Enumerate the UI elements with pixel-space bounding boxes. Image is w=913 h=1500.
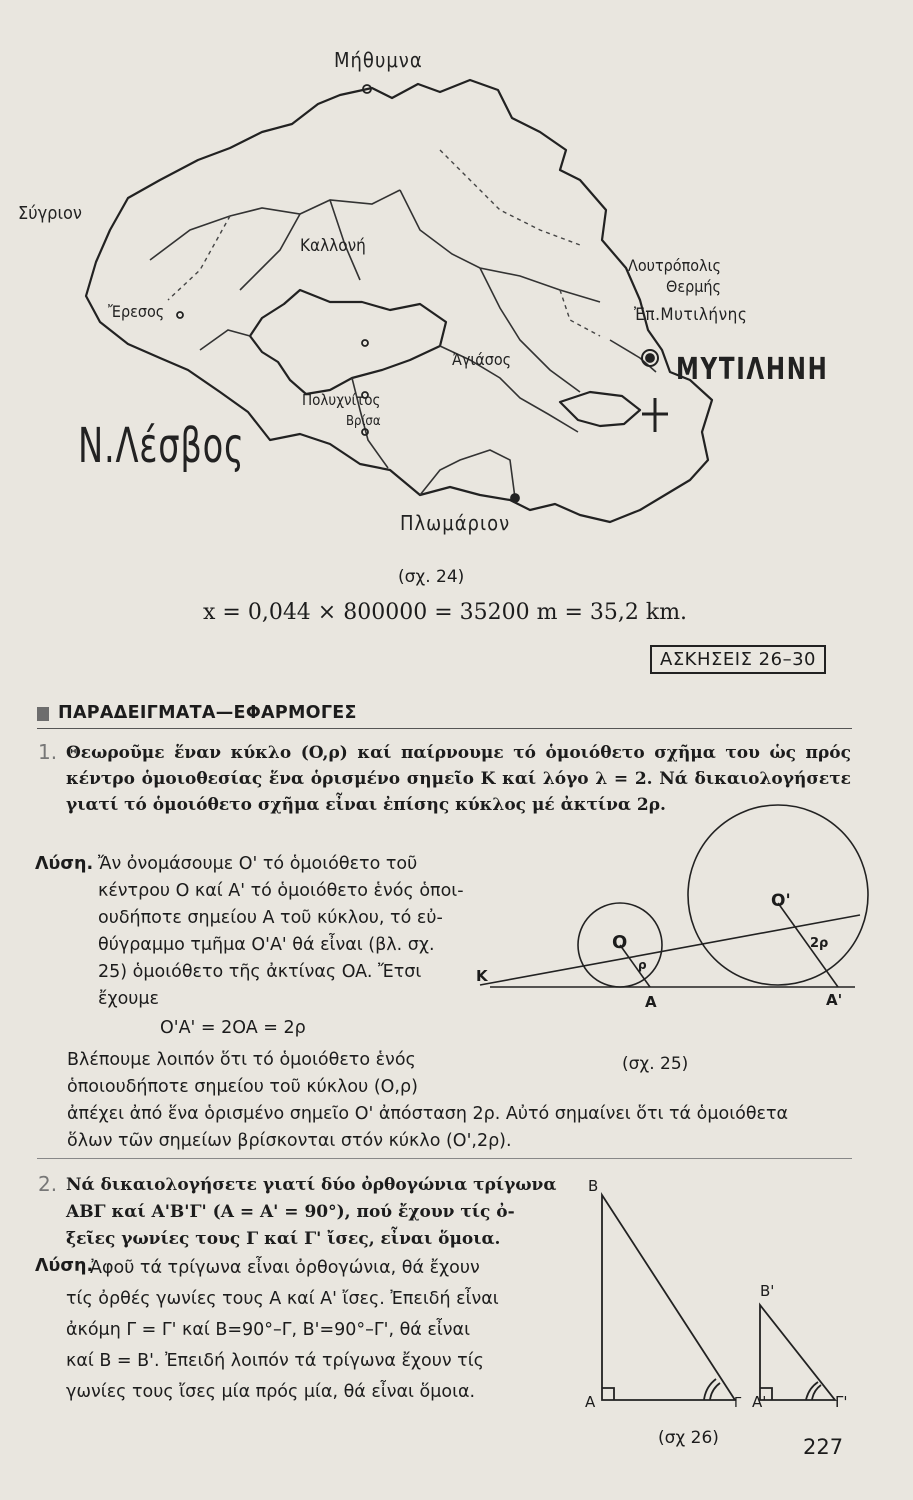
fig25-o-prime: O' — [771, 891, 791, 911]
conclusion-line-4: ὅλων τῶν σημείων βρίσκονται στόν κύκλο (O',2ρ). — [67, 1131, 512, 1151]
triangle-abg — [602, 1195, 735, 1400]
fig26-a-prime: A' — [752, 1393, 767, 1411]
map-caption: (σχ. 24) — [398, 567, 465, 587]
example1-line-4: θύγραμμο τμῆμα O'A' θά εἶναι (βλ. σχ. — [98, 935, 435, 955]
fig26-b: B — [588, 1177, 599, 1195]
example2-q-line-1: Νά δικαιολογήσετε γιατί δύο ὀρθογώνια τρίγωνα — [66, 1175, 557, 1195]
triangle-a2b2g2 — [760, 1305, 835, 1400]
heading-rule — [37, 728, 852, 729]
fig26-b-prime: B' — [760, 1282, 775, 1300]
example1-solution-label: Λύση. — [35, 854, 94, 874]
figure-26 — [580, 1180, 860, 1430]
label-mithymna: Μήθυμνα — [334, 48, 423, 72]
example2-question — [66, 1172, 556, 1253]
fig25-a: A — [645, 993, 657, 1011]
distance-formula: x = 0,044 × 800000 = 35200 m = 35,2 km. — [203, 600, 688, 625]
example2-q-line-3: ξεῖες γωνίες τους Γ καί Γ' ἴσες, εἶναι ὅμοια. — [66, 1229, 501, 1249]
label-plomarion: Πλωμάριον — [400, 511, 511, 535]
label-loutropolis: Λουτρόπολις — [628, 256, 721, 275]
example1-line-1: Ἄν ὀνομάσουμε O' τό ὁμοιόθετο τοῦ — [98, 854, 418, 874]
conclusion-line-1: Βλέπουμε λοιπόν ὅτι τό ὁμοιόθετο ἑνός — [67, 1050, 416, 1070]
example1-line-6: ἔχουμε — [98, 989, 159, 1009]
example1-line-3: ουδήποτε σημείου A τοῦ κύκλου, τό εὐ- — [98, 908, 443, 928]
label-sigri: Σύγριον — [18, 203, 82, 224]
example1-number: 1. — [38, 740, 58, 764]
example1-line-5: 25) ὁμοιόθετο τῆς ἀκτίνας OA. Ἔτσι — [98, 962, 422, 982]
label-kalloni: Καλλονή — [300, 236, 366, 256]
example2-line-3: ἀκόμη Γ = Γ' καί Β=90°–Γ, Β'=90°–Γ', θά εἶναι — [66, 1320, 471, 1340]
example2-q-line-2: ΑΒΓ καί Α'Β'Γ' (Α = Α' = 90°), πού ἔχουν τίς ὀ- — [66, 1202, 515, 1222]
example1-equation: O'A' = 2OA = 2ρ — [160, 1018, 306, 1038]
example2-number: 2. — [38, 1172, 58, 1196]
label-polichnitos: Πολυχνίτος — [302, 391, 381, 409]
angle-mark-g2 — [812, 1385, 821, 1400]
fig26-caption: (σχ 26) — [658, 1428, 719, 1448]
label-vrisa: Βρίσα — [346, 414, 381, 429]
conclusion-line-3: ἀπέχει ἀπό ἕνα ὁρισμένο σημεῖο O' ἀπόσταση 2ρ. Αὐτό σημαίνει ὅτι τά ὁμοιόθετα — [67, 1104, 789, 1124]
fig25-o: O — [612, 932, 628, 953]
fig25-caption: (σχ. 25) — [622, 1054, 689, 1074]
island-title: Ν.Λέσβος — [78, 418, 245, 474]
example2-line-1: Ἀφοῦ τά τρίγωνα εἶναι ὀρθογώνια, θά ἔχουν — [90, 1258, 480, 1278]
example1-question: Θεωροῦμε ἕναν κύκλο (O,ρ) καί παίρνουμε τό ὁμοιόθετο σχῆμα του ὡς πρός κέντρο ὁμοιοθεσίας ἕνα ὁρισμένο σημεῖο K καί λόγο λ = 2. Νά δικαιολογήσετε γιατί τό ὁμοιόθετο σχῆμα εἶναι ἐπίσης κύκλος μέ ἀκτίνα 2ρ. — [66, 743, 851, 815]
gulf-gera — [560, 392, 640, 426]
fig25-2rho: 2ρ — [810, 936, 829, 951]
label-eresos: Ἔρεσος — [108, 302, 165, 321]
right-angle-a — [602, 1388, 614, 1400]
fig26-g-prime: Γ' — [835, 1393, 848, 1411]
example1-line-2: κέντρου O καί A' τό ὁμοιόθετο ἑνός ὁποι- — [98, 881, 464, 901]
section-heading: ΠΑΡΑΔΕΙΓΜΑΤΑ—ΕΦΑΡΜΟΓΕΣ — [58, 703, 357, 723]
example2-solution-label: Λύση. — [35, 1256, 94, 1276]
radius-oa-prime — [778, 903, 838, 987]
example1-solution — [98, 851, 464, 1013]
example2-line-5: γωνίες τους ἴσες μία πρός μία, θά εἶναι ὅμοια. — [66, 1382, 476, 1402]
gulf-kalloni — [250, 290, 446, 394]
divider-2 — [37, 1158, 852, 1159]
exercises-box: ΑΣΚΗΣΕΙΣ 26–30 — [650, 645, 826, 674]
heading-bullet — [37, 707, 49, 721]
ray-k — [480, 915, 860, 985]
label-agiasos: Ἀγιάσος — [452, 350, 512, 369]
fig26-g: Γ — [734, 1396, 742, 1411]
label-thermis: Θερμής — [666, 277, 721, 296]
conclusion-line-2: ὁποιουδήποτε σημείου τοῦ κύκλου (O,ρ) — [67, 1077, 418, 1097]
fig26-a: A — [585, 1393, 596, 1411]
example2-solution — [66, 1253, 499, 1408]
fig25-rho: ρ — [638, 958, 647, 972]
fig25-a-prime: A' — [826, 991, 843, 1009]
example2-line-4: καί Β = Β'. Ἐπειδή λοιπόν τά τρίγωνα ἔχουν τίς — [66, 1351, 484, 1371]
page-number: 227 — [803, 1435, 844, 1459]
angle-mark-g — [710, 1383, 720, 1400]
example2-line-2: τίς ὀρθές γωνίες τους Α καί Α' ἴσες. Ἐπειδή εἶναι — [66, 1289, 499, 1309]
fig25-k: K — [476, 967, 488, 985]
label-ep-mytilinis: Ἐπ.Μυτιλήνης — [634, 305, 748, 325]
figure-25 — [470, 795, 870, 1025]
lesvos-map — [0, 40, 913, 560]
label-mytilini: ΜΥΤΙΛΗΝΗ — [676, 352, 829, 387]
